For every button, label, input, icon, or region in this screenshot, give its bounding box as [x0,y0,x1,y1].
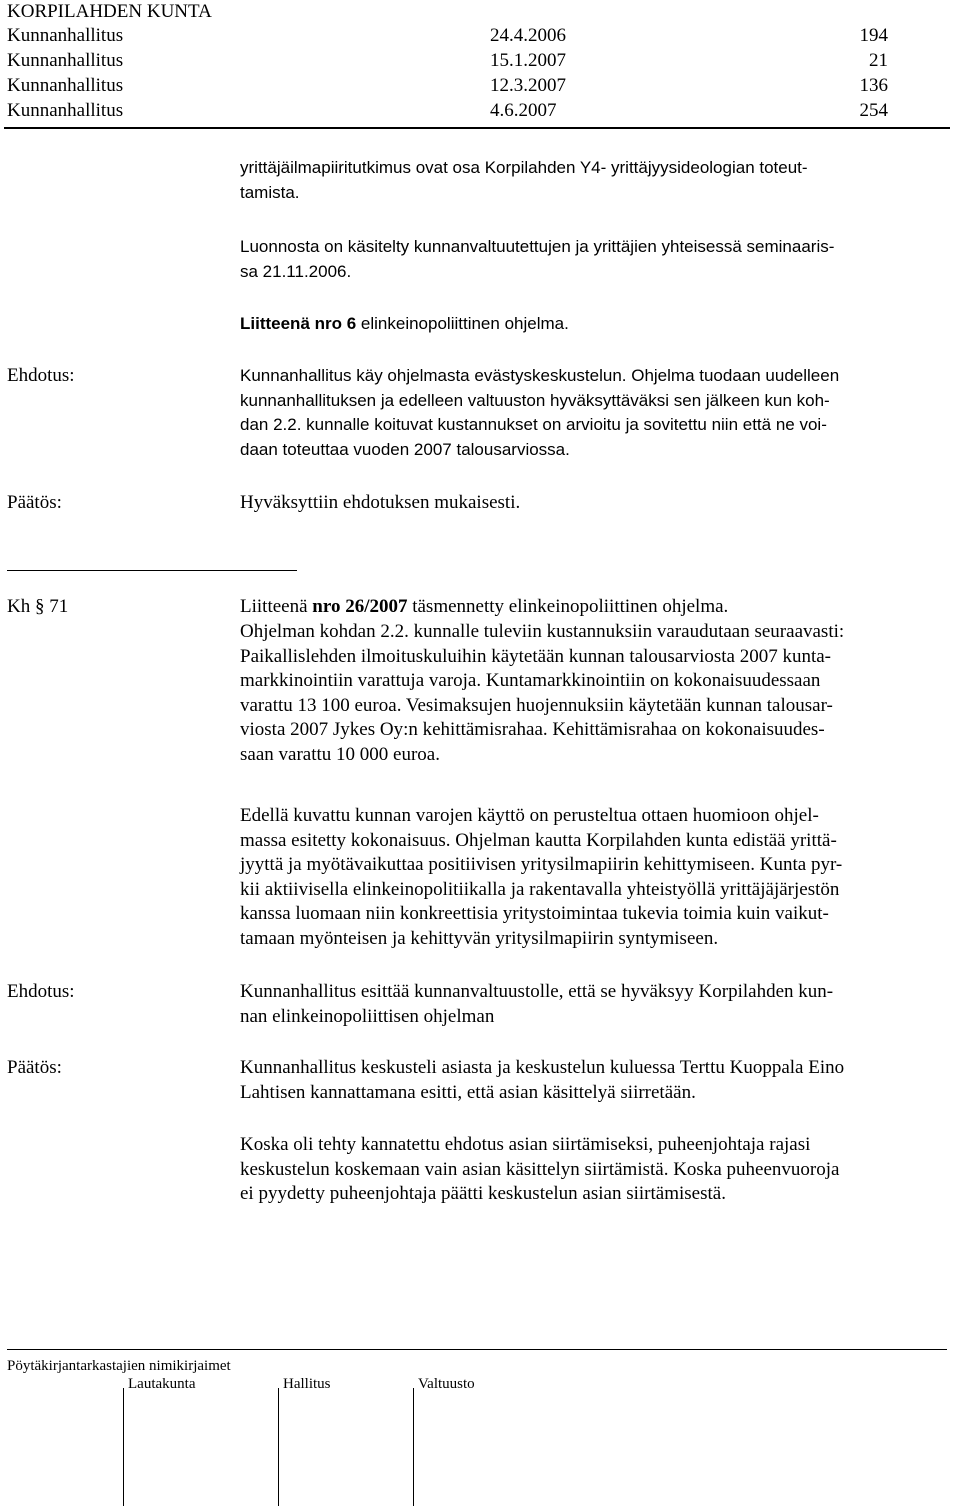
text-line: Ohjelman kohdan 2.2. kunnalle tuleviin kustannuksiin varaudutaan seuraavasti: [240,621,845,642]
text-line: Kunnanhallitus käy ohjelmasta evästyskeskustelun. Ohjelma tuodaan uudelleen [240,366,840,385]
text-line: tamista. [240,182,300,202]
paragraph [240,1133,839,1207]
text-line: Edellä kuvattu kunnan varojen käyttö on perusteltua ottaen huomioon ohjel- [240,805,819,826]
paatos-text: Hyväksyttiin ehdotuksen mukaisesti. [240,492,521,513]
paatos-label: Päätös: [7,1057,62,1078]
attachment-number: nro 26/2007 [312,596,408,617]
text-line: Kunnanhallitus esittää kunnanvaltuustolle, että se hyväksyy Korpilahden kun- [240,981,834,1002]
text-line: Paikallislehden ilmoituskuluihin käytetään kunnan talousarviosta 2007 kunta- [240,645,832,667]
header-divider [4,127,950,129]
text-line: Luonnosta on käsitelty kunnanvaltuutettujen ja yrittäjien yhteisessä seminaaris- [240,237,835,256]
text-line: viosta 2007 Jykes Oy:n kehittämisrahaa. Kehittämisrahaa on kokonaisuudes- [240,719,825,740]
paragraph [240,620,844,767]
ehdotus-label: Ehdotus: [7,981,75,1002]
header-number: 136 [859,75,888,96]
header-body: Kunnanhallitus [7,50,124,71]
header-number: 21 [869,50,888,71]
header-number: 254 [859,100,888,121]
footer-column-label: Valtuusto [418,1376,475,1392]
header-body: Kunnanhallitus [7,75,124,96]
text-line: tamaan myönteisen ja kehittyvän yritysilmapiirin syntymiseen. [240,927,719,949]
text-line: kii aktiivisella elinkeinopolitiikalla ja rakentavalla yhteistyöllä yrittäjäjärjestön [240,878,840,900]
text-line: Koska oli tehty kannatettu ehdotus asian siirtämiseksi, puheenjohtaja rajasi [240,1134,811,1155]
section-divider [7,570,297,571]
header-date: 12.3.2007 [490,75,566,96]
text-line: varattu 13 100 euroa. Vesimaksujen huojennuksiin käytetään kunnan talousar- [240,694,833,716]
ehdotus-text [240,364,839,462]
text-line: yrittäjäilmapiiritutkimus ovat osa Korpilahden Y4- yrittäjyysideologian toteut- [240,158,808,177]
text-line: massa esitetty kokonaisuus. Ohjelman kautta Korpilahden kunta edistää yrittä- [240,829,837,851]
attachment-description: elinkeinopoliittinen ohjelma. [356,314,569,333]
text-line: keskustelun koskemaan vain asian käsittelyn siirtämistä. Koska puheenvuoroja [240,1158,840,1180]
header-date: 24.4.2006 [490,25,566,46]
text-line: Lahtisen kannattamana esitti, että asian käsittelyä siirretään. [240,1081,696,1103]
footer-column-label: Hallitus [283,1376,331,1392]
signature-column-divider [413,1388,414,1506]
text-line: nan elinkeinopoliittisen ohjelman [240,1005,495,1027]
attachment-prefix: Liitteenä [240,596,313,617]
header-body: Kunnanhallitus [7,100,124,121]
intro-paragraph [240,156,808,205]
text-line: kunnanhallituksen ja edelleen valtuuston hyväksyttäväksi sen jälkeen kun koh- [240,390,830,410]
text-line: jyyttä ja myötävaikuttaa positiivisen yritysilmapiirin kehittymiseen. Kunta pyr- [240,854,843,875]
signature-column-divider [123,1388,124,1506]
ehdotus-label: Ehdotus: [7,365,75,386]
header-date: 15.1.2007 [490,50,566,71]
paatos-text [240,1056,844,1105]
organization-name: KORPILAHDEN KUNTA [7,1,212,22]
header-body: Kunnanhallitus [7,25,124,46]
text-line: sa 21.11.2006. [240,261,352,281]
text-line: ei pyydetty puheenjohtaja päätti keskustelun asian siirtämisestä. [240,1183,726,1204]
header-number: 194 [859,25,888,46]
section-number: Kh § 71 [7,596,69,617]
text-line: dan 2.2. kunnalle koituvat kustannukset on arvioitu ja sovitettu niin että ne voi- [240,415,827,434]
paragraph [240,804,842,951]
attachment-reference [240,312,569,337]
footer-column-label: Lautakunta [128,1376,196,1392]
paatos-label: Päätös: [7,492,62,513]
attachment-number: Liitteenä nro 6 [240,314,357,333]
attachment-reference [240,595,728,620]
footer-divider [7,1349,947,1350]
header-date: 4.6.2007 [490,100,557,121]
text-line: saan varattu 10 000 euroa. [240,743,440,765]
text-line: kanssa luomaan niin konkreettisia yritystoimintaa tukevia toimia kuin vaikut- [240,903,829,924]
text-line: markkinointiin varattuja varoja. Kuntamarkkinointiin on kokonaisuudessaan [240,670,821,691]
attachment-description: täsmennetty elinkeinopoliittinen ohjelma. [407,596,729,617]
ehdotus-text [240,980,833,1029]
text-line: Kunnanhallitus keskusteli asiasta ja keskustelun kuluessa Terttu Kuoppala Eino [240,1057,845,1078]
signature-column-divider [278,1388,279,1506]
intro-paragraph [240,235,834,284]
footer-title: Pöytäkirjantarkastajien nimikirjaimet [7,1358,231,1374]
text-line: daan toteuttaa vuoden 2007 talousarviossa. [240,439,570,459]
